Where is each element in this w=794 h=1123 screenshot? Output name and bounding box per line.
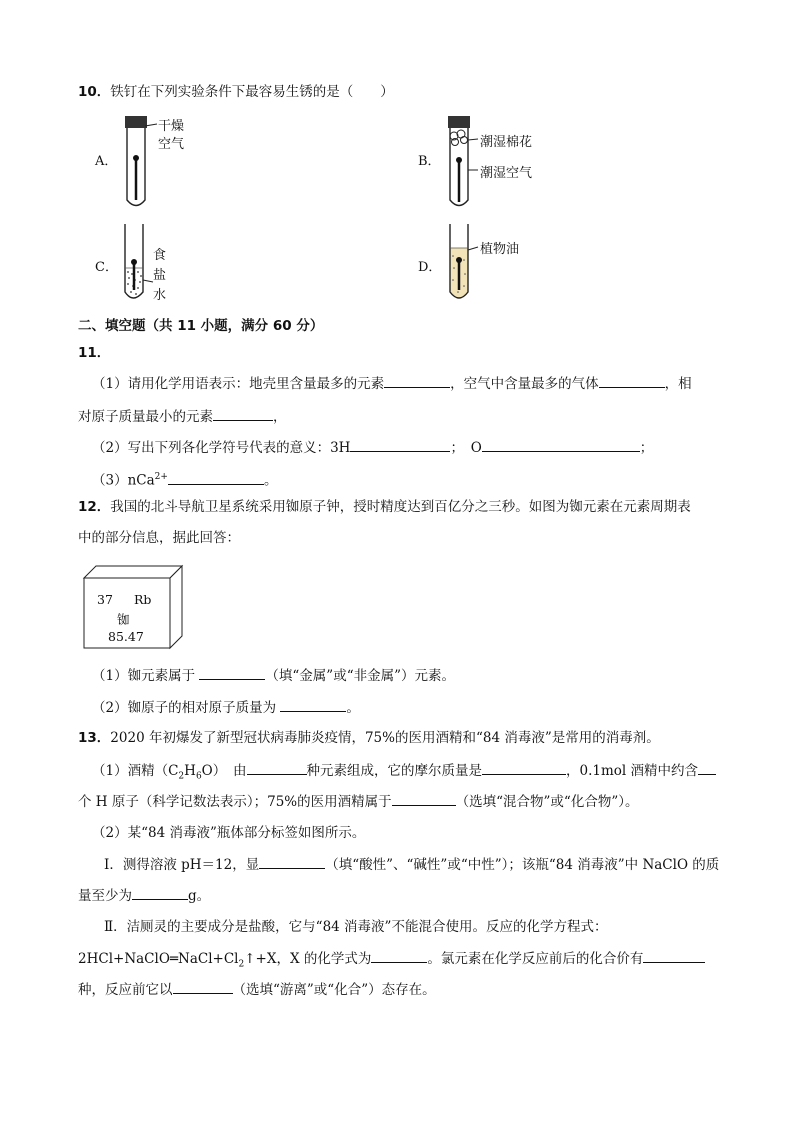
- q11-p1b: ，空气中含量最多的气体: [450, 376, 599, 392]
- q12-p1b: （填“金属”或“非金属”）元素。: [265, 668, 455, 684]
- q10-option-b-letter: B．: [418, 154, 441, 169]
- q13-p1-sub2: 6: [195, 771, 202, 782]
- q13-line1-text: 2020 年初爆发了新型冠状病毒肺炎疫情，75%的医用酒精和“84 消毒液”是常用的消毒剂。: [110, 730, 660, 746]
- q11-p2c: ；: [639, 440, 654, 456]
- q11-part1-line2: [78, 406, 287, 427]
- q13-item2-line: Ⅱ．洁厕灵的主要成分是盐酸，它与“84 消毒液”不能混合使用。反应的化学方程式：: [104, 919, 608, 935]
- q10-option-c-label-1: 食: [153, 248, 167, 263]
- q13-p1a: （1）酒精（C: [92, 763, 179, 779]
- q13-p1-h: H: [184, 763, 196, 779]
- q11-p1e: ，: [273, 409, 287, 425]
- q11-p1a: （1）请用化学用语表示：地壳里含量最多的元素: [92, 376, 385, 392]
- q11-blank-5[interactable]: [482, 437, 640, 452]
- tube-a-stopper: [125, 116, 147, 128]
- q11-part1-line1: [92, 373, 692, 394]
- q12-line1: [78, 497, 691, 517]
- q12-blank-2[interactable]: [280, 697, 346, 712]
- q10-option-a-label-1: 干燥: [158, 119, 185, 134]
- q10-option-b-label-1: 潮湿棉花: [480, 135, 533, 150]
- q12-line2: 中的部分信息，据此回答：: [78, 530, 240, 546]
- q11-blank-6[interactable]: [168, 470, 264, 485]
- tube-c-nail-head: [131, 259, 137, 265]
- q13-blank-8[interactable]: [643, 948, 705, 963]
- q10-option-d-letter: D．: [418, 260, 442, 275]
- q12-p2a: （2）铷原子的相对原子质量为: [92, 700, 281, 716]
- q13-eq-sub: 2: [238, 959, 245, 970]
- rb-atomic-number: 37: [97, 592, 113, 607]
- q12-part2-line: [92, 697, 360, 718]
- q13-blank-1[interactable]: [247, 760, 307, 775]
- q11-p1d: 对原子质量最小的元素: [78, 409, 213, 425]
- q12-line1-text: 我国的北斗导航卫星系统采用铷原子钟，授时精度达到百亿分之三秒。如图为铷元素在元素周期表: [110, 499, 691, 515]
- q13-blank-9[interactable]: [173, 979, 233, 994]
- q11-blank-3[interactable]: [213, 406, 273, 421]
- q13-i1c: 量至少为: [78, 888, 132, 904]
- rb-symbol: Rb: [134, 592, 152, 607]
- q11-p3b: 。: [263, 472, 278, 489]
- q13-blank-7[interactable]: [371, 948, 427, 963]
- q10-option-a-label-2: 空气: [158, 137, 185, 152]
- q11-p2b: ； O: [450, 440, 482, 456]
- q13-line1: [78, 728, 660, 748]
- q13-item1-line1: [104, 854, 719, 875]
- q11-p1c: ，相: [664, 376, 692, 392]
- q11-p2a: （2）写出下列各化学符号代表的意义：3H: [92, 440, 351, 456]
- q13-last-line: [78, 979, 436, 1000]
- q10-option-b-label-2: 潮湿空气: [480, 166, 533, 181]
- q12-part1-line: [92, 665, 455, 686]
- q13-number: 13．: [78, 730, 111, 746]
- q13-p1c: ，0.1mol 酒精中约含: [566, 763, 699, 779]
- q13-p1-sub1: 2: [178, 771, 185, 782]
- rb-name: 铷: [117, 612, 130, 627]
- q13-p1b: 种元素组成，它的摩尔质量是: [306, 763, 482, 779]
- q13-blank-5[interactable]: [259, 854, 325, 869]
- q13-blank-3[interactable]: [698, 760, 716, 775]
- q10-option-a-letter: A．: [95, 154, 118, 169]
- q13-blank-4[interactable]: [392, 791, 456, 806]
- q13-eqa: 2HCl+NaClO═NaCl+Cl: [78, 951, 239, 967]
- tube-c-pointer: [143, 280, 153, 282]
- tube-b-nail-head: [456, 157, 462, 163]
- q11-number: 11．: [78, 345, 111, 361]
- q13-item1-line2: [78, 885, 210, 906]
- q13-equation-line: [78, 948, 705, 975]
- q13-i1b: （填“酸性”、“碱性”或“中性”）；该瓶“84 消毒液”中 NaClO 的质: [325, 857, 720, 873]
- q13-last-b: （选填“游离”或“化合”）态存在。: [232, 982, 436, 998]
- q13-blank-2[interactable]: [482, 760, 566, 775]
- q12-p2b: 。: [346, 700, 360, 716]
- q12-blank-1[interactable]: [199, 665, 265, 680]
- q13-p1d: 个 H 原子（科学记数法表示）；75%的医用酒精属于: [78, 794, 392, 810]
- q11-blank-1[interactable]: [384, 373, 450, 388]
- q13-part2-line: （2）某“84 消毒液”瓶体部分标签如图所示。: [92, 825, 366, 841]
- q13-part1-line1: [92, 760, 716, 787]
- q13-p1e: （选填“混合物”或“化合物”）。: [455, 794, 639, 810]
- q10-stem-line: [78, 82, 394, 102]
- q11-blank-4[interactable]: [350, 437, 450, 452]
- cell-side-face: [170, 566, 182, 648]
- q13-eqc: 。氯元素在化学反应前后的化合价有: [427, 951, 644, 967]
- rb-atomic-mass: 85.47: [108, 629, 144, 644]
- q10-option-d-test-tube: [440, 220, 500, 310]
- q11-blank-2[interactable]: [599, 373, 665, 388]
- q10-option-d-label: 植物油: [480, 242, 520, 257]
- tube-d-pointer: [468, 247, 478, 250]
- tube-b-pointer-1: [468, 139, 478, 140]
- q10-stem: 铁钉在下列实验条件下最容易生锈的是（ ）: [110, 84, 394, 100]
- cell-top-face: [84, 566, 182, 578]
- q11-part2-line: [92, 437, 653, 458]
- q13-last-a: 种，反应前它以: [78, 982, 173, 998]
- section2-title: 二、填空题（共 11 小题，满分 60 分）: [78, 318, 324, 334]
- q13-part1-line2: [78, 791, 638, 812]
- q12-p1a: （1）铷元素属于: [92, 668, 200, 684]
- q13-blank-6[interactable]: [132, 885, 188, 900]
- q11-p3a: （3）nCa: [92, 472, 155, 489]
- tube-a-nail-head: [133, 155, 139, 161]
- q13-eqb: ↑+X，X 的化学式为: [244, 951, 372, 967]
- q12-number: 12．: [78, 499, 111, 515]
- q13-i1d: g。: [188, 888, 211, 904]
- q13-i1a: Ⅰ．测得溶液 pH＝12，显: [104, 857, 260, 873]
- q10-option-c-letter: C．: [95, 260, 118, 275]
- q10-option-c-label-2: 盐: [153, 268, 167, 283]
- q13-p1-o: O） 由: [201, 763, 247, 779]
- q10-option-c-label-3: 水: [153, 288, 167, 303]
- q11-p3sup: 2+: [154, 472, 168, 482]
- tube-d-nail-head: [456, 257, 462, 263]
- q11-part3-line: [92, 467, 277, 491]
- q10-number: 10．: [78, 84, 111, 100]
- tube-b-stopper: [448, 116, 470, 128]
